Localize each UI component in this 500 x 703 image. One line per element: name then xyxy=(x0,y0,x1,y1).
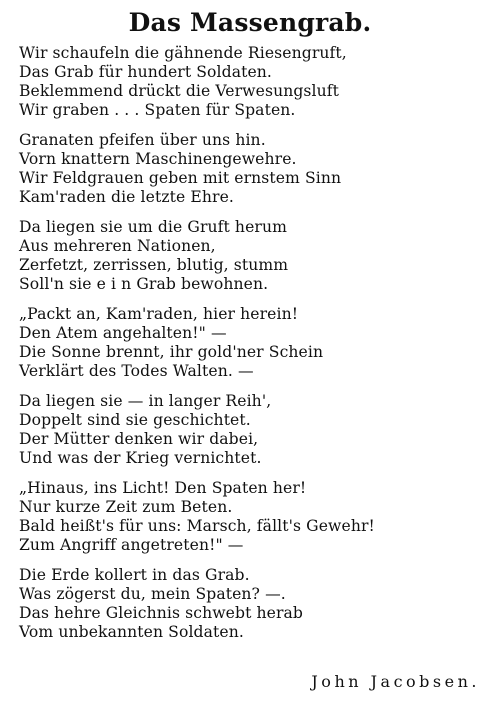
poem-line: Wir Feldgrauen geben mit ernstem Sinn xyxy=(19,169,342,187)
poem-title: Das Massengrab. xyxy=(128,8,372,37)
poem-line: Bald heißt's für uns: Marsch, fällt's Gewehr! xyxy=(19,517,375,535)
poem-line: Verklärt des Todes Walten. — xyxy=(19,362,254,380)
poem-line: Vom unbekannten Soldaten. xyxy=(19,623,244,641)
poem-line: Die Sonne brennt, ihr gold'ner Schein xyxy=(19,343,324,361)
poem-line: „Packt an, Kam'raden, hier herein! xyxy=(19,305,299,323)
poem-line: Aus mehreren Nationen, xyxy=(19,237,216,255)
stanza-3 xyxy=(19,218,489,294)
poem-line: Nur kurze Zeit zum Beten. xyxy=(19,498,233,516)
poem-line: Und was der Krieg vernichtet. xyxy=(19,449,262,467)
poem-line: Kam'raden die letzte Ehre. xyxy=(19,188,234,206)
poem-line: Da liegen sie — in langer Reih', xyxy=(19,392,272,410)
poem-line: „Hinaus, ins Licht! Den Spaten her! xyxy=(19,479,307,497)
poem-line: Zum Angriff angetreten!" — xyxy=(19,536,244,554)
stanza-1 xyxy=(19,44,489,120)
poem-line: Da liegen sie um die Gruft herum xyxy=(19,218,287,236)
poem-line: Den Atem angehalten!" — xyxy=(19,324,227,342)
poem-line: Zerfetzt, zerrissen, blutig, stumm xyxy=(19,256,289,274)
stanza-7 xyxy=(19,566,489,642)
poem-line: Der Mütter denken wir dabei, xyxy=(19,430,259,448)
poem-line: Wir schaufeln die gähnende Riesengruft, xyxy=(19,44,347,62)
poem-line: Was zögerst du, mein Spaten? —. xyxy=(19,585,286,603)
poem-line: Wir graben . . . Spaten für Spaten. xyxy=(19,101,296,119)
stanza-5 xyxy=(19,392,489,468)
poem-line: Doppelt sind sie geschichtet. xyxy=(19,411,251,429)
poem-line: Das Grab für hundert Soldaten. xyxy=(19,63,272,81)
poem-line: Das hehre Gleichnis schwebt herab xyxy=(19,604,304,622)
poem-line: Vorn knattern Maschinengewehre. xyxy=(19,150,297,168)
poem-line: Granaten pfeifen über uns hin. xyxy=(19,131,266,149)
stanza-2 xyxy=(19,131,489,207)
poem-body xyxy=(19,44,489,653)
poem-line: Beklemmend drückt die Verwesungsluft xyxy=(19,82,340,100)
stanza-4 xyxy=(19,305,489,381)
author-signature: John Jacobsen. xyxy=(311,672,480,691)
poem-line: Soll'n sie e i n Grab bewohnen. xyxy=(19,275,269,293)
stanza-6 xyxy=(19,479,489,555)
poem-line: Die Erde kollert in das Grab. xyxy=(19,566,250,584)
